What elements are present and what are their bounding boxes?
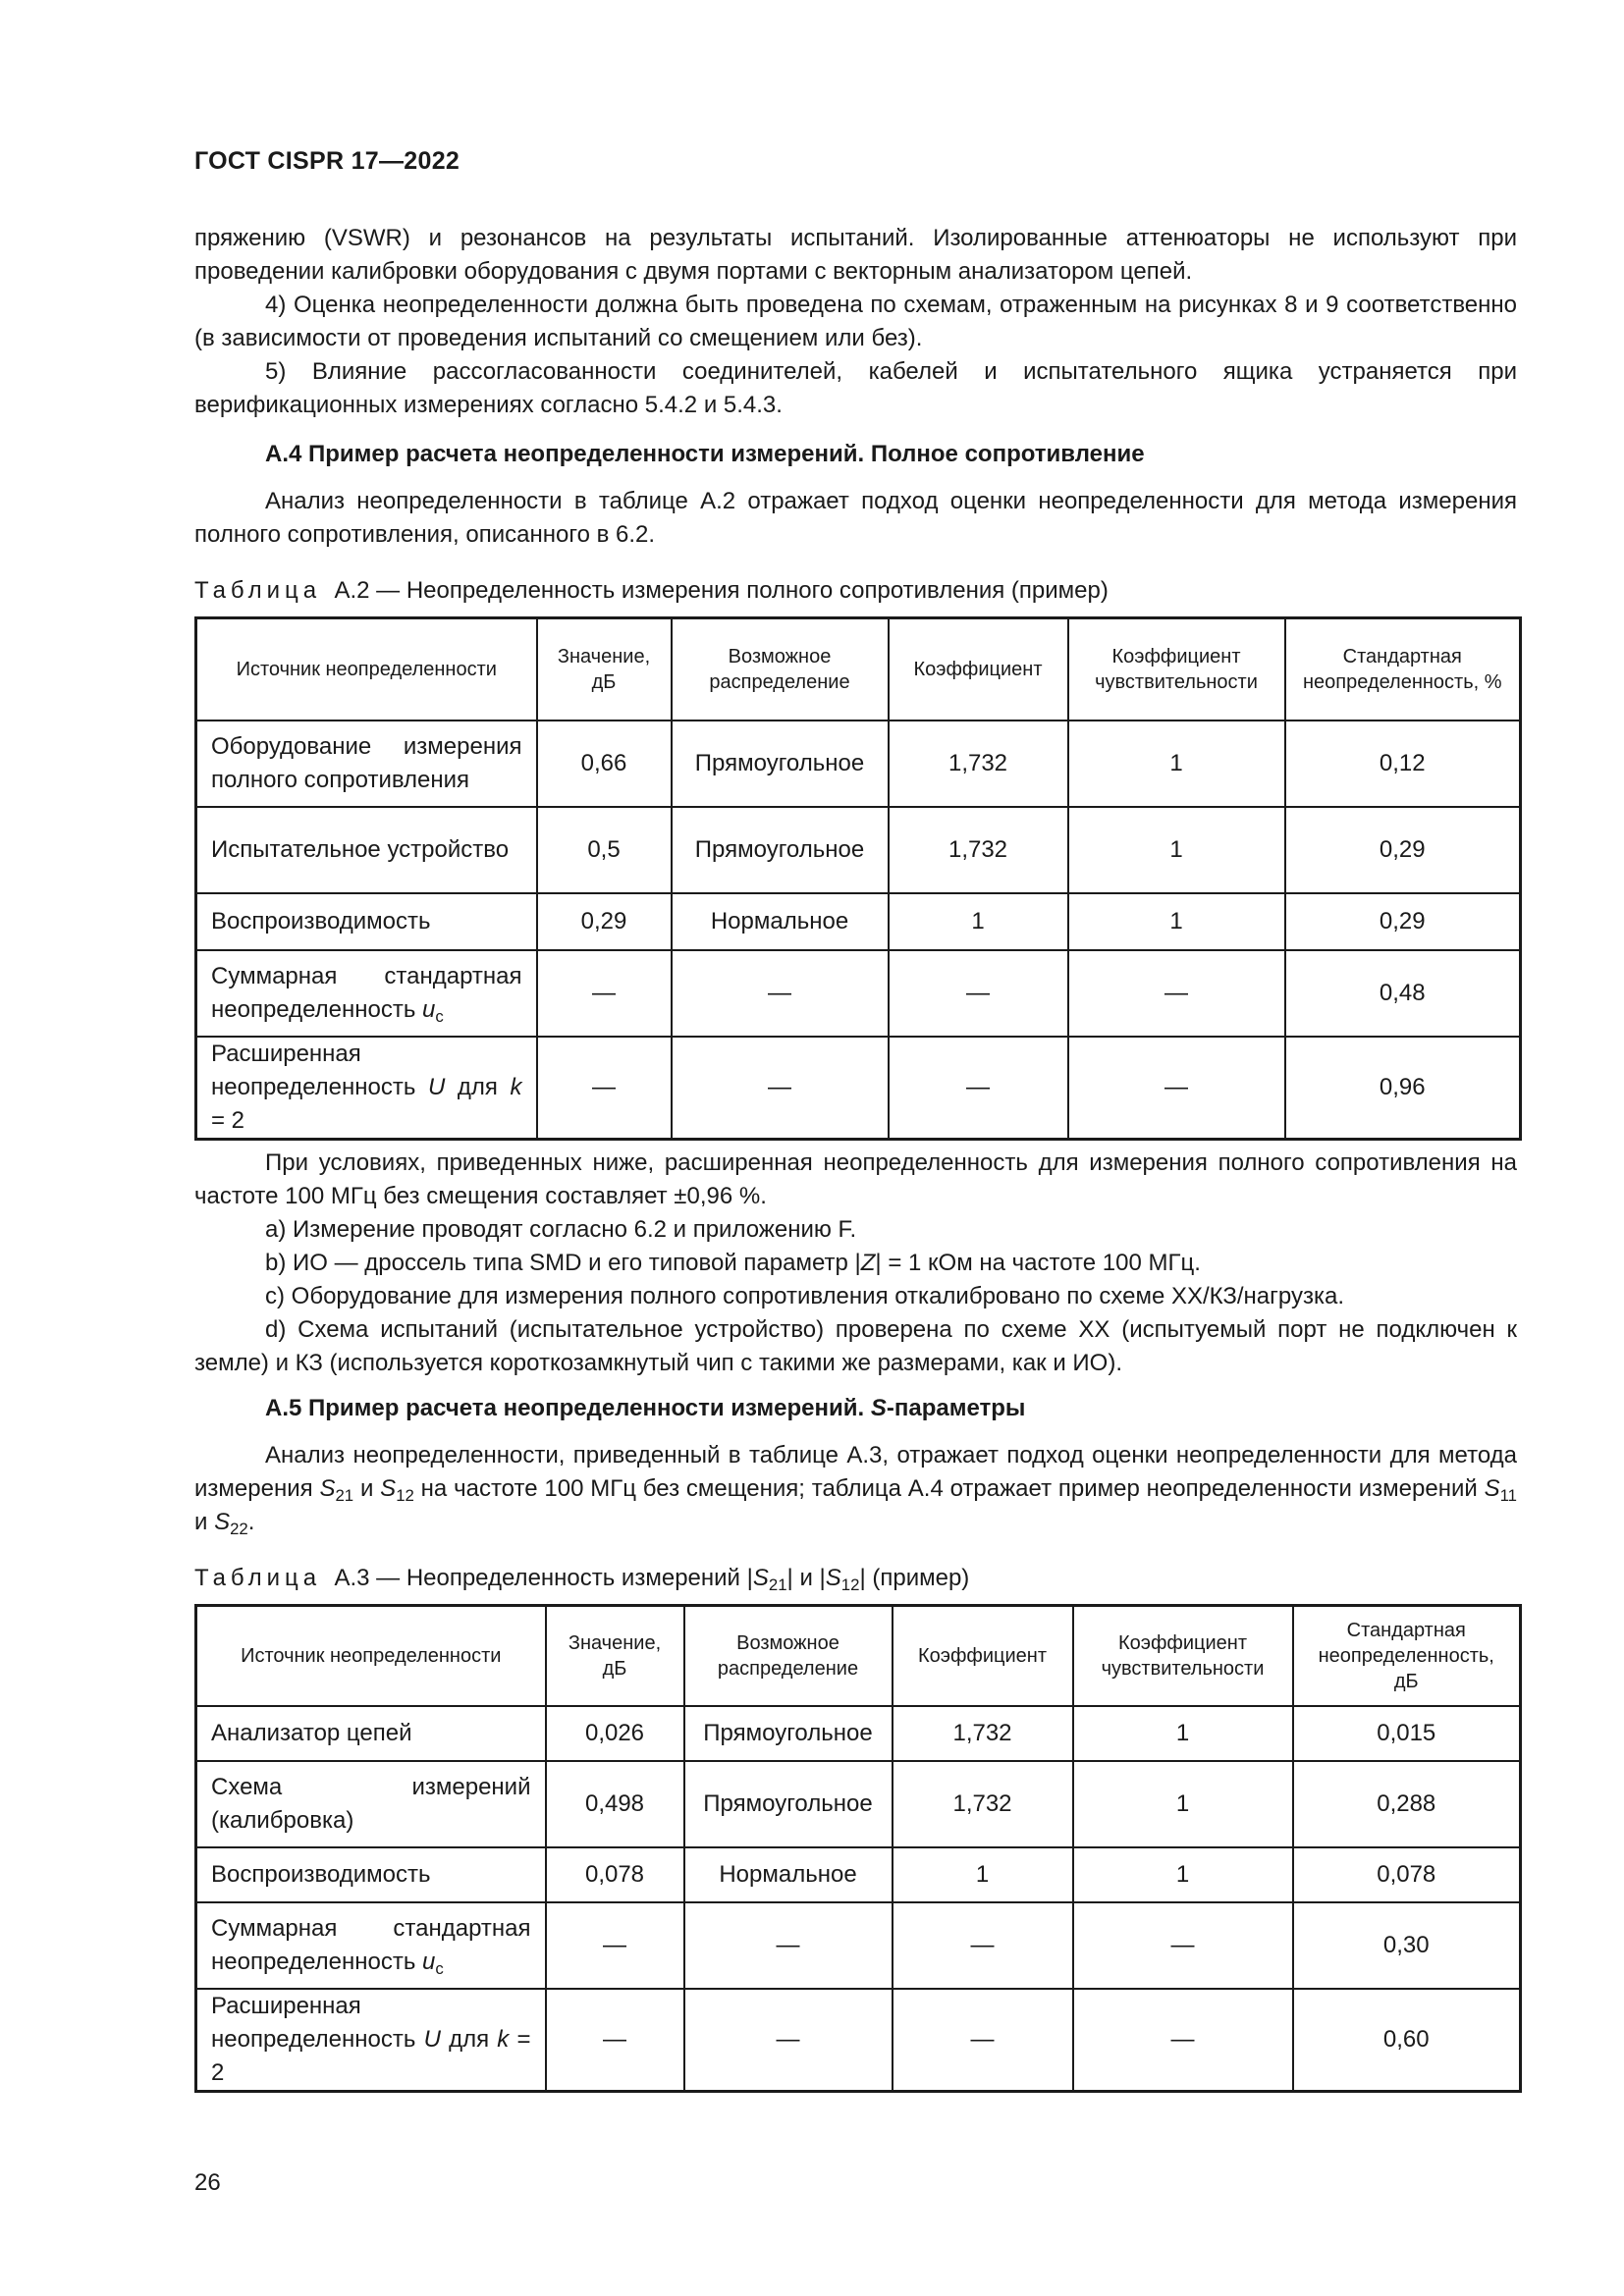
condition-b-suffix: | = 1 кОм на частоте 100 МГц. [875,1250,1201,1276]
s-symbol: S [1484,1475,1500,1502]
header-cell: Источник неопределенности [196,1606,546,1706]
intro-text: и [353,1475,381,1502]
table-a2-caption [194,574,1109,608]
subscript: 21 [335,1486,354,1505]
table-cell: 1,732 [889,807,1068,893]
k-symbol: k [497,2025,510,2053]
section-a5 [194,1392,1517,1539]
table-row [196,1037,1521,1140]
table-cell: 0,30 [1293,1902,1521,1989]
table-cell: 0,026 [546,1706,684,1761]
paragraph-note-4: 4) Оценка неопределенности должна быть проведена по схемам, отраженным на рисунках 8 и 9 соответственно (в зависимости от проведения испытаний со смещением или без). [194,292,1517,351]
section-a4 [194,438,1517,552]
table-cell: — [684,1902,893,1989]
table-cell: 0,015 [1293,1706,1521,1761]
paragraph-continuation: пряжению (VSWR) и резонансов на результаты испытаний. Изолированные аттенюаторы не используют при проведении калибровки оборудования с двумя портами с векторным анализатором цепей. [194,225,1517,285]
table-cell: 1 [1073,1761,1293,1847]
table-cell: 1 [1073,1706,1293,1761]
subscript: 21 [768,1575,787,1594]
table-cell: 0,078 [1293,1847,1521,1902]
table-cell: — [1068,950,1285,1037]
table-cell [196,1902,546,1989]
table-cell: 0,66 [537,721,672,807]
table-cell: — [537,1037,672,1140]
table-header-row [196,1606,1521,1706]
k-value: = 2 [211,2025,531,2086]
table-row [196,1989,1521,2092]
table-cell: Оборудование измерения полного сопротивления [196,721,537,807]
header-cell: Источник неопределенности [196,618,537,721]
table-cell: Анализатор цепей [196,1706,546,1761]
uc-symbol: u [422,995,436,1023]
table-row [196,950,1521,1037]
conditions-block [194,1147,1517,1380]
table-cell: Испытательное устройство [196,807,537,893]
header-cell: Коэффициент [893,1606,1073,1706]
header-cell: Коэффициент чувствительности [1073,1606,1293,1706]
table-cell: 1 [1068,893,1285,950]
table-cell: — [893,1989,1073,2092]
document-header: ГОСТ CISPR 17—2022 [194,147,460,175]
conditions-intro: При условиях, приведенных ниже, расширенная неопределенность для измерения полного сопротивления на частоте 100 МГц без смещения составляет ±0,96 %. [194,1149,1517,1209]
section-a4-heading: А.4 Пример расчета неопределенности измерений. Полное сопротивление [265,441,1145,467]
section-a5-heading-suffix: -параметры [886,1395,1026,1421]
table-cell: 0,60 [1293,1989,1521,2092]
table-cell: 0,12 [1285,721,1521,807]
table-cell: — [1073,1989,1293,2092]
table-cell: Схема измерений (калибровка) [196,1761,546,1847]
table-cell: 0,48 [1285,950,1521,1037]
table-cell: — [1073,1902,1293,1989]
table-a2-caption-prefix: Таблица [194,577,322,604]
table-cell: — [893,1902,1073,1989]
table-cell: Прямоугольное [684,1706,893,1761]
header-cell: Возможное распределение [672,618,889,721]
table-cell [196,1037,537,1140]
z-symbol: Z [860,1250,876,1276]
subscript: 22 [230,1520,248,1538]
table-cell: — [1068,1037,1285,1140]
table-cell: 0,498 [546,1761,684,1847]
s-symbol: S [825,1565,841,1591]
intro-text: . [247,1509,255,1535]
cell-text-mid: для [440,2025,498,2053]
cell-text-mid: для [445,1073,511,1100]
table-cell: Воспроизводимость [196,1847,546,1902]
s-symbol: S [319,1475,336,1502]
table-cell: — [546,1902,684,1989]
table-cell: 1 [889,893,1068,950]
header-cell: Коэффициент чувствительности [1068,618,1285,721]
table-cell: 0,5 [537,807,672,893]
table-cell: — [537,950,672,1037]
condition-c: c) Оборудование для измерения полного сопротивления откалибровано по схеме ХХ/КЗ/нагрузка. [265,1283,1345,1309]
table-cell: 1 [1073,1847,1293,1902]
table-cell: 1,732 [889,721,1068,807]
section-a5-heading [194,1392,1517,1425]
condition-d: d) Схема испытаний (испытательное устройство) проверена по схеме ХХ (испытуемый порт не подключен к земле) и КЗ (используется короткозамкнутый чип с такими же размерами, как и ИО). [194,1316,1517,1376]
cell-text: Суммарная стандартная неопределенность [211,962,522,1023]
table-a2 [194,616,1522,1141]
top-paragraphs [194,222,1517,422]
condition-b-prefix: b) ИО — дроссель типа SMD и его типовой параметр | [265,1250,861,1276]
table-row [196,1847,1521,1902]
intro-text: Анализ неопределенности, приведенный в таблице А.3, отражает подход оценки неопределенности для метода измерения [194,1442,1517,1502]
expanded-symbol: U [423,2025,441,2053]
k-symbol: k [510,1073,522,1100]
s-symbol: S [752,1565,769,1591]
intro-text: на частоте 100 МГц без смещения; таблица А.4 отражает пример неопределенности измерений [413,1475,1485,1502]
table-row [196,1761,1521,1847]
page-number: 26 [194,2169,221,2196]
caption-text: А.3 — Неопределенность измерений | [334,1565,753,1591]
section-a5-heading-s: S [870,1395,887,1421]
table-row [196,893,1521,950]
subscript: 12 [396,1486,414,1505]
table-cell: Нормальное [684,1847,893,1902]
table-cell: — [672,950,889,1037]
table-cell: Прямоугольное [672,807,889,893]
table-a3-caption-prefix: Таблица [194,1565,322,1591]
table-header-row [196,618,1521,721]
caption-text: | и | [786,1565,826,1591]
header-cell: Значение, дБ [537,618,672,721]
uc-symbol: u [422,1948,436,1975]
table-row [196,1902,1521,1989]
subscript: 11 [1499,1486,1518,1505]
cell-text: Расширенная неопределенность [211,1040,428,1100]
header-cell: Коэффициент [889,618,1068,721]
table-cell: — [889,1037,1068,1140]
table-cell: — [546,1989,684,2092]
section-a5-heading-prefix: А.5 Пример расчета неопределенности измерений. [265,1395,871,1421]
table-a2-caption-text: А.2 — Неопределенность измерения полного сопротивления (пример) [334,577,1109,604]
table-cell [196,950,537,1037]
table-row [196,1706,1521,1761]
header-cell: Стандартная неопределенность, % [1285,618,1521,721]
table-a3-caption [194,1562,969,1595]
table-cell: — [684,1989,893,2092]
table-row [196,807,1521,893]
table-cell: 0,96 [1285,1037,1521,1140]
s-symbol: S [214,1509,231,1535]
table-cell: 0,29 [1285,807,1521,893]
expanded-symbol: U [427,1073,446,1100]
table-cell: Нормальное [672,893,889,950]
table-cell: 1 [893,1847,1073,1902]
table-cell [196,1989,546,2092]
subscript: 12 [840,1575,860,1594]
table-cell: 1 [1068,721,1285,807]
table-cell: — [672,1037,889,1140]
table-cell: 1,732 [893,1761,1073,1847]
header-cell: Стандартная неопределенность, дБ [1293,1606,1521,1706]
table-cell: — [889,950,1068,1037]
s-symbol: S [380,1475,397,1502]
table-cell: Воспроизводимость [196,893,537,950]
k-value: = 2 [211,1106,245,1134]
section-a5-intro [194,1439,1517,1539]
table-cell: 1,732 [893,1706,1073,1761]
table-a3 [194,1604,1522,2093]
cell-text: Суммарная стандартная неопределенность [211,1914,531,1975]
table-cell: 0,29 [537,893,672,950]
header-cell: Значение, дБ [546,1606,684,1706]
section-a4-intro: Анализ неопределенности в таблице А.2 отражает подход оценки неопределенности для метода измерения полного сопротивления, описанного в 6.2. [194,488,1517,548]
table-row [196,721,1521,807]
condition-a: a) Измерение проводят согласно 6.2 и приложению F. [265,1216,857,1243]
caption-text: | (пример) [859,1565,970,1591]
header-cell: Возможное распределение [684,1606,893,1706]
condition-b [194,1247,1517,1280]
table-cell: 0,078 [546,1847,684,1902]
table-cell: Прямоугольное [672,721,889,807]
intro-text: и [194,1509,215,1535]
table-cell: 0,29 [1285,893,1521,950]
table-cell: Прямоугольное [684,1761,893,1847]
table-cell: 1 [1068,807,1285,893]
uc-subscript: c [435,1006,444,1026]
table-cell: 0,288 [1293,1761,1521,1847]
paragraph-note-5: 5) Влияние рассогласованности соединителей, кабелей и испытательного ящика устраняется при верификационных измерениях согласно 5.4.2 и 5.4.3. [194,358,1517,418]
uc-subscript: c [435,1958,444,1978]
cell-text: Расширенная неопределенность [211,1992,424,2053]
